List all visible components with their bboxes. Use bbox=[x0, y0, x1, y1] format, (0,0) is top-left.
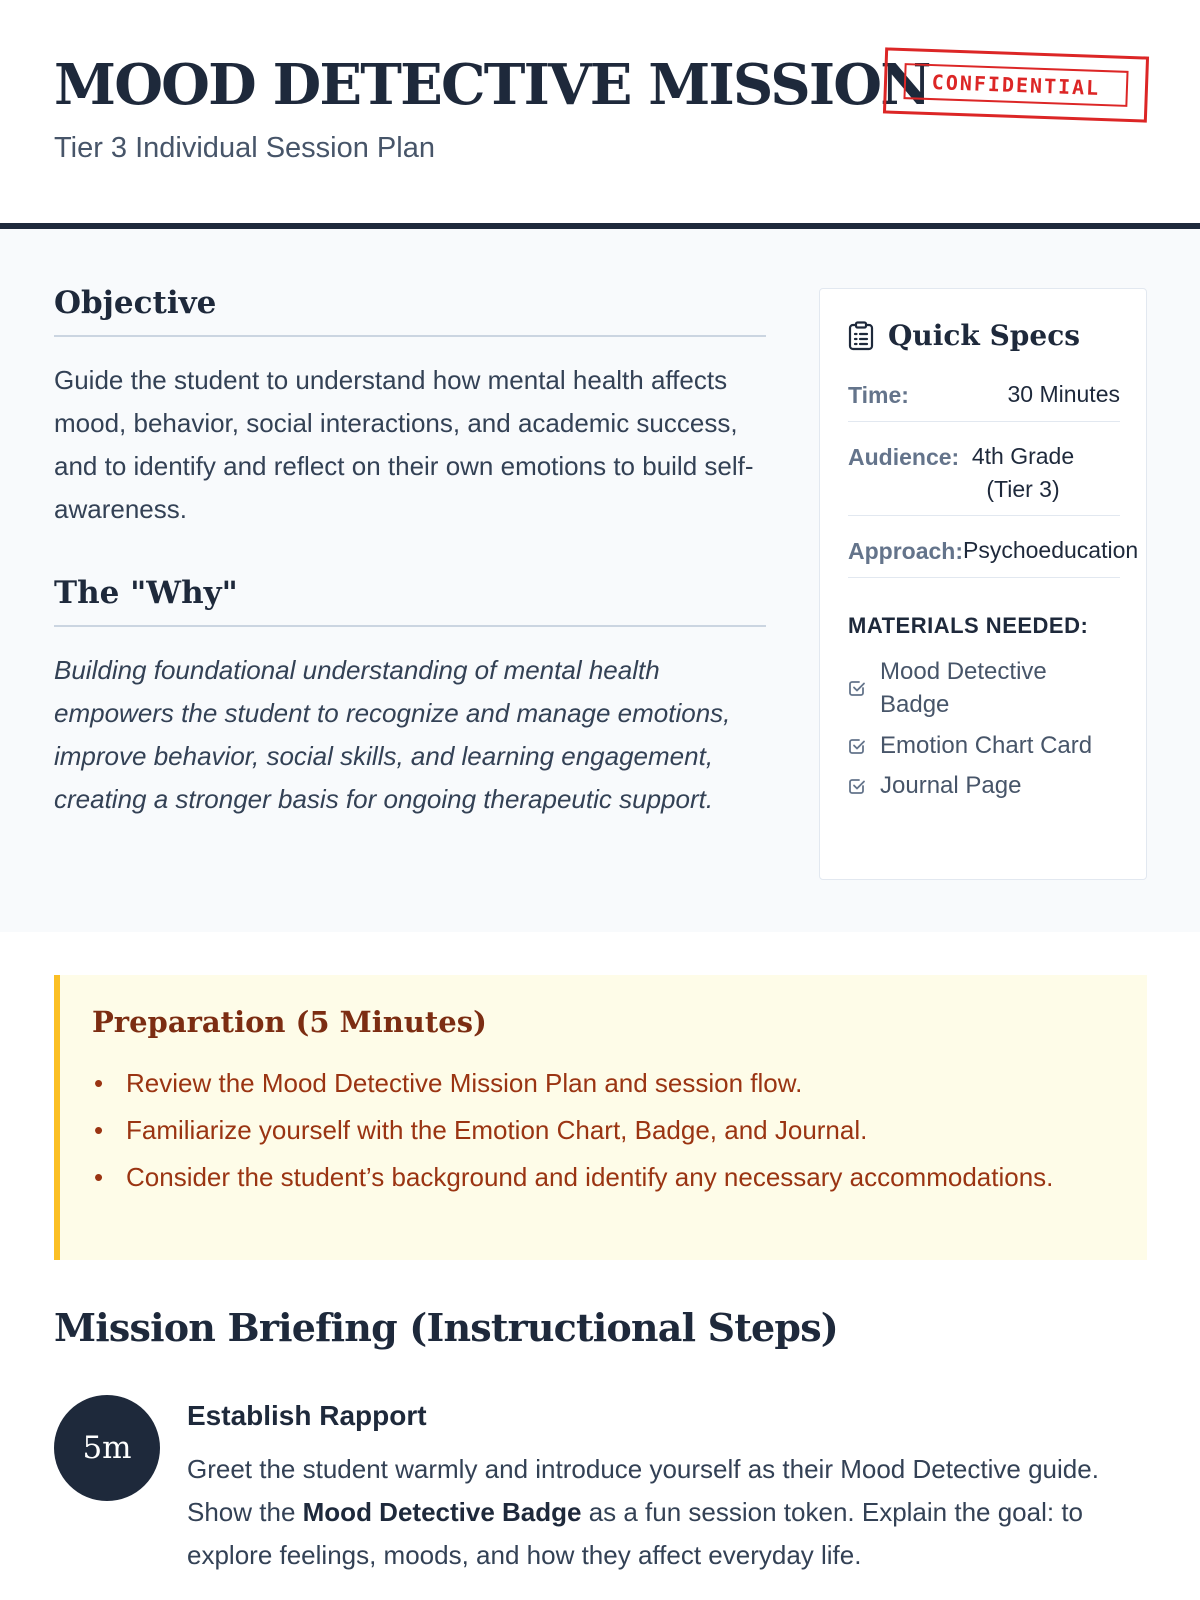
checkbox-icon bbox=[848, 679, 866, 697]
material-label: Emotion Chart Card bbox=[880, 732, 1093, 759]
objective-text: Guide the student to understand how mental health affects mood, behavior, social interactions, and academic success, and to identify and reflect on their own emotions to build self-awareness. bbox=[54, 365, 754, 524]
spec-value: Psychoeducation bbox=[963, 537, 1139, 563]
step-text-bold: Mood Detective Badge bbox=[302, 1497, 582, 1527]
spec-label: Audience: bbox=[848, 444, 960, 470]
step-text-part: as a fun session token. Explain the goal: to explore feelings, moods, and how they affect everyday life. bbox=[187, 1497, 1084, 1570]
spec-row-time bbox=[848, 382, 1120, 422]
materials-heading: MATERIALS NEEDED: bbox=[848, 613, 1089, 638]
spec-value: 4th Grade (Tier 3) bbox=[971, 443, 1075, 502]
session-info-section bbox=[0, 229, 1200, 932]
why-text: Building foundational understanding of mental health empowers the student to recognize and manage emotions, improve behavior, social skills, and learning engagement, creating a stronger basis for ongoing therapeutic support. bbox=[54, 655, 731, 814]
step-title: Establish Rapport bbox=[187, 1400, 427, 1431]
step-duration-badge: 5m bbox=[54, 1395, 160, 1501]
step-text-part: Greet the student warmly and introduce yourself as their Mood Detective guide. Show the bbox=[187, 1454, 1099, 1527]
why-heading: The "Why" bbox=[54, 575, 766, 627]
spec-row-approach bbox=[848, 537, 1139, 578]
preparation-title: Preparation (5 Minutes) bbox=[92, 1005, 487, 1039]
preparation-item: • Consider the student’s background and identify any necessary accommodations. bbox=[94, 1157, 1114, 1197]
quick-specs-header bbox=[848, 319, 1080, 352]
confidential-stamp bbox=[883, 47, 1149, 122]
preparation-list bbox=[94, 1063, 1114, 1204]
overview-column bbox=[54, 285, 766, 821]
page-header bbox=[0, 0, 1200, 229]
objective-heading: Objective bbox=[54, 285, 766, 337]
material-item bbox=[848, 769, 1021, 802]
quick-specs-card bbox=[819, 288, 1147, 880]
spec-value: 30 Minutes bbox=[1007, 381, 1120, 407]
confidential-stamp-label: CONFIDENTIAL bbox=[903, 63, 1129, 107]
checkbox-icon bbox=[848, 777, 866, 795]
checkbox-icon bbox=[848, 737, 866, 755]
spec-label: Time: bbox=[848, 382, 909, 408]
step-description bbox=[187, 1448, 1147, 1577]
material-label: Mood Detective Badge bbox=[880, 658, 1047, 718]
material-item bbox=[848, 655, 1080, 721]
spec-label: Approach: bbox=[848, 538, 963, 564]
material-label: Journal Page bbox=[880, 772, 1022, 799]
mission-briefing-heading: Mission Briefing (Instructional Steps) bbox=[54, 1305, 838, 1350]
material-item bbox=[848, 729, 1092, 762]
quick-specs-title: Quick Specs bbox=[888, 319, 1081, 352]
page-title: MOOD DETECTIVE MISSION bbox=[54, 52, 930, 118]
page-subtitle: Tier 3 Individual Session Plan bbox=[54, 132, 435, 164]
preparation-item: • Familiarize yourself with the Emotion Chart, Badge, and Journal. bbox=[94, 1110, 1114, 1150]
clipboard-icon bbox=[848, 321, 874, 351]
spec-row-audience bbox=[848, 444, 1120, 516]
preparation-callout bbox=[54, 975, 1147, 1260]
preparation-item: • Review the Mood Detective Mission Plan and session flow. bbox=[94, 1063, 1114, 1103]
